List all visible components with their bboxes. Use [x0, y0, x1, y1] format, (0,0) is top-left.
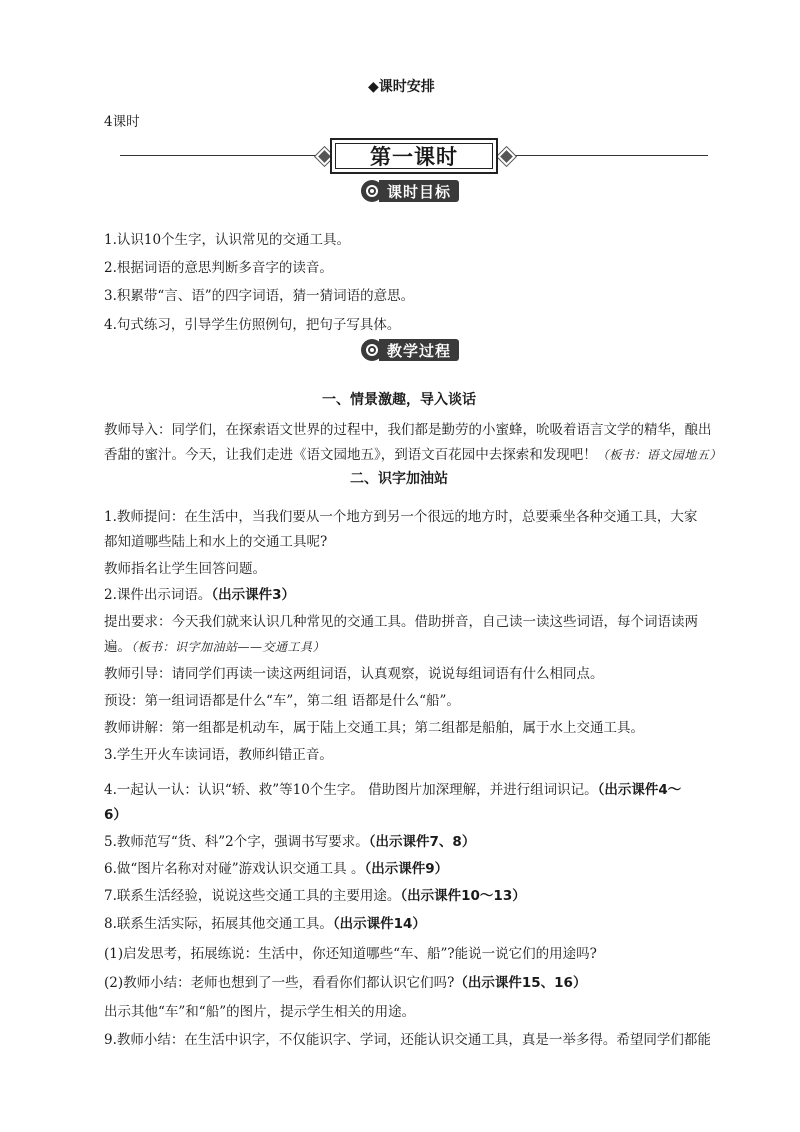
- courseware-ref: （出示课件3）: [211, 587, 296, 603]
- p2-item8-sub1: (1)启发思考，拓展练说：生活中，你还知道哪些“车、船”?能说一说它们的用途吗?: [104, 946, 597, 962]
- courseware-ref-cont: 6）: [104, 807, 127, 823]
- divider-left: [120, 155, 325, 156]
- divider-right: [503, 155, 708, 156]
- part2-heading: 二、识字加油站: [350, 471, 448, 487]
- p2-item4-text: 4.一起认一认：认识“轿、救”等10个生字。 借助图片加深理解，并进行组词识记。: [104, 782, 598, 798]
- p2-item8-sub2-text: (2)教师小结：老师也想到了一些，看看你们都认识它们吗?: [104, 975, 455, 991]
- p2-item3: 3.学生开火车读词语，教师纠错正音。: [104, 747, 333, 763]
- target-icon: [361, 180, 383, 202]
- schedule-heading: ◆课时安排: [368, 79, 435, 95]
- part1-text: 香甜的蜜汁。今天，让我们走进《语文园地五》，到语文百花园中去探索和发现吧！: [104, 447, 597, 463]
- goal-item: 2.根据词语的意思判断多音字的读音。: [104, 260, 333, 276]
- p2-item8-sub2: [104, 971, 586, 996]
- target-icon: [361, 339, 383, 361]
- goals-badge-label: 课时目标: [379, 180, 459, 202]
- goal-item: 1.认识10个生字，认识常见的交通工具。: [104, 232, 351, 248]
- goal-item: 3.积累带“言、语”的四字词语，猜一猜词语的意思。: [104, 288, 415, 304]
- p2-item8: [104, 912, 426, 937]
- courseware-ref: （出示课件15、16）: [454, 975, 587, 991]
- p2-guide: 教师引导：请同学们再读一读这两组词语，认真观察，说说每组词语有什么相同点。: [104, 666, 604, 682]
- p2-req-text: 遍。: [104, 639, 131, 655]
- courseware-ref: （出示课件14）: [332, 916, 426, 932]
- p2-item6-text: 6.做“图片名称对对碰”游戏认识交通工具 。: [104, 861, 365, 877]
- lesson-count: 4课时: [104, 114, 140, 130]
- p2-preset: 预设：第一组词语都是什么“车”，第二组 语都是什么“船”。: [104, 693, 460, 709]
- p2-answer: 教师指名让学生回答问题。: [104, 561, 266, 577]
- p2-item7-text: 7.联系生活经验，说说这些交通工具的主要用途。: [104, 888, 401, 904]
- section-title-box: [330, 138, 498, 174]
- courseware-ref: （出示课件4～: [597, 782, 682, 798]
- courseware-ref: （出示课件9）: [364, 861, 449, 877]
- p2-item5: [104, 830, 475, 855]
- p2-item1-line1: 1.教师提问：在生活中，当我们要从一个地方到另一个很远的地方时，总要乘坐各种交通工具，大家: [104, 509, 698, 525]
- goals-badge: [361, 179, 459, 203]
- p2-req-line1: 提出要求：今天我们就来认识几种常见的交通工具。借助拼音，自己读一读这些词语，每个词语读两: [104, 614, 698, 630]
- p2-item2-text: 2.课件出示词语。: [104, 587, 212, 603]
- p2-item8-text: 8.联系生活实际，拓展其他交通工具。: [104, 916, 333, 932]
- part1-paragraph-line1: 教师导入：同学们，在探索语文世界的过程中，我们都是勤劳的小蜜蜂，吮吸着语言文学的精华，酿出: [104, 422, 712, 438]
- part1-heading: 一、情景激趣，导入谈话: [322, 392, 476, 408]
- process-badge: [361, 338, 459, 362]
- p2-item1-line2: 都知道哪些陆上和水上的交通工具呢?: [104, 534, 328, 550]
- diamond-right-icon: [497, 147, 515, 165]
- part1-board-note: （板书：语文园地五）: [596, 448, 722, 462]
- courseware-ref: （出示课件10～13）: [400, 888, 526, 904]
- p2-explain: 教师讲解：第一组都是机动车，属于陆上交通工具；第二组都是船舶，属于水上交通工具。: [104, 720, 644, 736]
- part1-paragraph-line2: [104, 443, 722, 468]
- p2-item6: [104, 857, 448, 882]
- p2-board-note: （板书：识字加油站——交通工具）: [131, 640, 326, 654]
- p2-item9: 9.教师小结：在生活中识字，不仅能识字、学词，还能认识交通工具，真是一举多得。希望同学们都能: [104, 1032, 711, 1048]
- courseware-ref: （出示课件7、8）: [368, 834, 476, 850]
- p2-item2: [104, 583, 295, 608]
- goal-item: 4.句式练习，引导学生仿照例句，把句子写具体。: [104, 317, 401, 333]
- p2-item7: [104, 884, 526, 909]
- section-title: 第一课时: [370, 145, 458, 169]
- process-badge-label: 教学过程: [379, 339, 459, 361]
- p2-item5-text: 5.教师范写“货、科”2个字，强调书写要求。: [104, 834, 369, 850]
- p2-item4-line1: [104, 778, 681, 803]
- p2-show: 出示其他“车”和“船”的图片，提示学生相关的用途。: [104, 1004, 416, 1020]
- p2-req-line2: [104, 635, 325, 660]
